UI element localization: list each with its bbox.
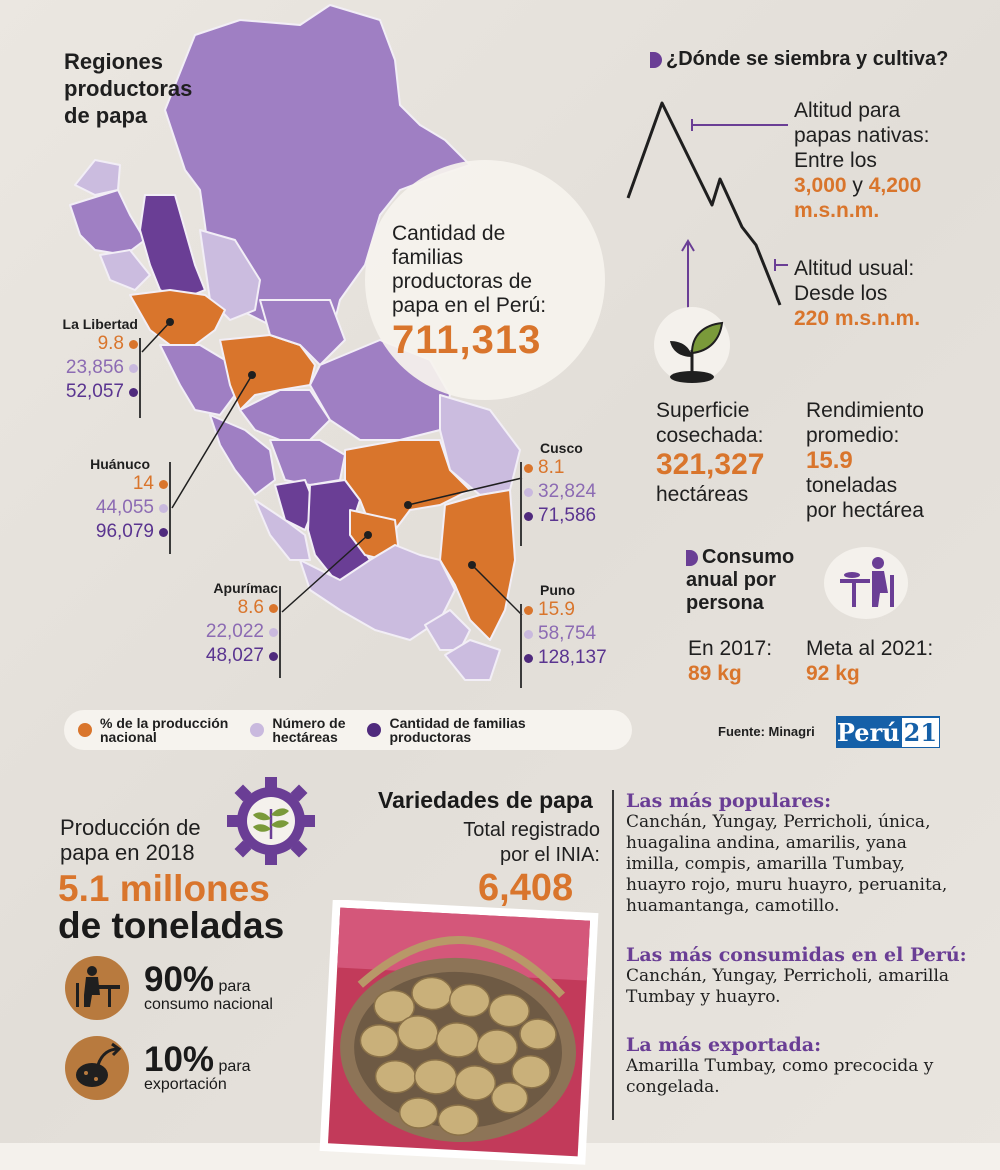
yield-block: Rendimiento promedio: 15.9 toneladas por hectárea <box>806 399 924 522</box>
region-hectares: 58,754 <box>538 623 597 644</box>
region-apurimac <box>160 580 278 668</box>
diner-icon <box>822 545 910 621</box>
region-hectares: 22,022 <box>205 621 264 642</box>
varieties-title: Variedades de papa <box>378 787 593 813</box>
varieties-subtitle: Total registrado por el INIA: <box>463 819 600 866</box>
region-pct: 8.6 <box>237 597 264 618</box>
region-families: 128,137 <box>538 647 607 668</box>
map-region-junin <box>270 440 345 485</box>
map-legend <box>64 710 632 750</box>
popular-varieties: Las más populares: Canchán, Yungay, Perricholi, única, huagalina andina, amarilis, yana imilla, compis, amarilla Tumbay, huayro rojo, muru huayro, peruanita, huamantanga, camotillo. <box>626 790 948 916</box>
region-hectares: 32,824 <box>538 481 597 502</box>
production-title: Producción de papa en 2018 <box>60 815 201 865</box>
varieties-value: 6,408 <box>478 867 574 909</box>
region-families: 52,057 <box>65 381 124 402</box>
region-pct: 14 <box>132 473 154 494</box>
national-consumption: 90% para consumo nacional <box>144 960 273 1013</box>
consumption-2017: En 2017: 89 kg <box>688 637 773 685</box>
native-altitude: Altitud para papas nativas: Entre los 3,000 y 4,200 m.s.n.m. <box>794 99 930 222</box>
families-label: Cantidad de familias productoras de papa en el Perú: <box>392 222 547 317</box>
region-name: Puno <box>540 582 575 598</box>
map-region-la-libertad <box>130 290 225 345</box>
export-icon <box>64 1035 130 1101</box>
region-pct: 9.8 <box>97 333 124 354</box>
region-hectares: 23,856 <box>65 357 124 378</box>
harvest-area: Superficie cosechada: 321,327 hectáreas <box>656 399 765 506</box>
most-consumed-varieties: Las más consumidas en el Perú: Canchán, Yungay, Perricholi, amarilla Tumbay y huayro. <box>626 944 967 1007</box>
half-moon-icon <box>650 52 662 68</box>
map-region-piura <box>70 190 145 255</box>
map-region-tumbes <box>75 160 120 195</box>
region-families: 96,079 <box>95 521 154 542</box>
map-region-lambayeque <box>100 250 150 290</box>
region-name: Apurímac <box>213 580 278 596</box>
gear-plant-icon <box>225 775 317 867</box>
region-puno <box>524 582 644 670</box>
legend-item-families: Cantidad de familias productoras <box>367 716 525 744</box>
region-name: La Libertad <box>62 316 138 332</box>
dining-icon <box>64 955 130 1021</box>
region-families: 71,586 <box>538 505 597 526</box>
region-hectares: 44,055 <box>95 497 154 518</box>
potato-basket-photo <box>318 900 600 1165</box>
sprout-icon <box>652 305 732 385</box>
altitude-heading: ¿Dónde se siembra y cultiva? <box>650 48 948 71</box>
region-pct: 15.9 <box>538 599 575 620</box>
region-la-libertad <box>30 316 138 404</box>
usual-altitude: Altitud usual: Desde los 220 m.s.n.m. <box>794 257 921 330</box>
region-families: 48,027 <box>205 645 264 666</box>
region-cusco <box>524 440 644 528</box>
production-unit: de toneladas <box>58 905 285 946</box>
export-share: 10% para exportación <box>144 1040 251 1093</box>
map-title: Regiones productoras de papa <box>64 49 193 128</box>
most-exported-variety: La más exportada: Amarilla Tumbay, como precocida y congelada. <box>626 1034 934 1097</box>
map-region-cajamarca <box>140 195 205 300</box>
consumption-goal: Meta al 2021: 92 kg <box>806 637 934 685</box>
legend-item-production: % de la producción nacional <box>78 716 228 744</box>
region-name: Cusco <box>540 440 583 456</box>
production-value: 5.1 millones <box>58 868 270 909</box>
peru21-logo: Perú 21 <box>836 716 940 748</box>
region-name: Huánuco <box>90 456 150 472</box>
half-moon-icon <box>686 550 698 566</box>
families-value: 711,313 <box>392 318 542 362</box>
legend-item-hectares: Número de hectáreas <box>250 716 345 744</box>
region-pct: 8.1 <box>538 457 565 478</box>
consumption-heading: Consumo anual por persona <box>686 546 795 614</box>
region-huanuco <box>30 456 168 544</box>
source-text: Fuente: Minagri <box>718 724 815 739</box>
